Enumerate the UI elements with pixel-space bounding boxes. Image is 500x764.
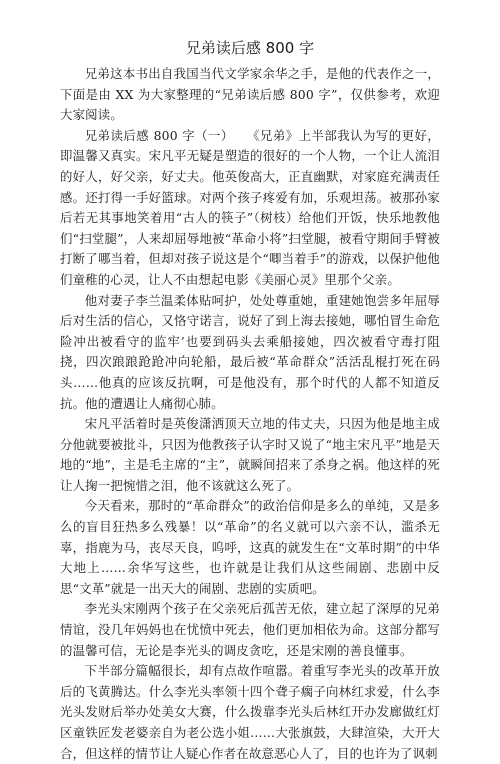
paragraph-4: 今天看来，那时的“革命群众”的政治信仰是多么的单纯，又是多么的盲目狂热多么残暴！以“革命”的名义就可以六亲不认，滥杀无辜，指鹿为马，丧尽天良，呜呼，这真的就发生在“文革时期”的中华大地上……余华写这些，也许就是让我们从这些闹剧、悲剧中反思“文革”就是一出天大的闹剧、悲剧的实质吧。 <box>60 498 440 596</box>
paragraph-3: 宋凡平活着时是英俊潇洒顶天立地的伟丈夫，只因为他是地主成分他就要被批斗，只因为他教孩子认字时又说了“地主宋凡平”地是天地的“地”，主是毛主席的“主”，就瞬间招来了杀身之祸。他这样的死让人掬一把惋惜之泪，他不该就这么死了。 <box>60 416 440 493</box>
paragraph-intro: 兄弟这本书出自我国当代文学家余华之手，是他的代表作之一，下面是由 XX 为大家整理的“兄弟读后感 800 字”，仅供参考，欢迎大家阅读。 <box>60 66 440 123</box>
paragraph-5: 李光头宋刚两个孩子在父亲死后孤苦无依，建立起了深厚的兄弟情谊，没几年妈妈也在忧愤中死去，他们更加相依为命。这部分都写的温馨可信，无论是李光头的调皮贪吃，还是宋刚的善良懂事。 <box>60 601 440 658</box>
document-title: 兄弟读后感 800 字 <box>185 39 315 57</box>
paragraph-6: 下半部分篇幅很长，却有点故作喧嚣。着重写李光头的改革开放后的飞黄腾达。什么李光头率领十四个聋子瘸子向林红求爱，什么李光头发财后举办处美女大赛，什么拨靠李光头后林红开办发廊做红灯区童铁匠发老婆亲自为老公选小姐……大张旗鼓，大肆渲染，大开大合，但这样的情节让人疑心作者在故意恶心人了，目的也许为了讽刺 <box>60 663 440 761</box>
paragraph-2: 他对妻子李兰温柔体贴呵护，处处尊重她，重建她饱尝多年屈辱后对生活的信心，又恪守诺言，说好了到上海去接她，哪怕冒生命危险冲出被看守的监牢’也要到码头去乘船接她，四次被看守毒打阻挠，四次踉踉跄跄冲向轮船，最后被“革命群众”活活乱棍打死在码头……他真的应该反抗啊，可是他没有，那个时代的人都不知道反抗。他的遭遇让人痛彻心肺。 <box>60 292 440 411</box>
paragraph-1: 兄弟读后感 800 字（一） 《兄弟》上半部我认为写的更好，即温馨又真实。宋凡平无疑是塑造的很好的一个人物，一个让人流泪的好人，好父亲，好丈夫。他英俊高大，正直幽默，对家庭充满责任感。还打得一手好篮球。对两个孩子疼爱有加，乐观坦荡。被那孙家后若无其事地笑着用“古人的筷子”（树枝）给他们开饭，快乐地教他们“扫堂腿”，人来却屈辱地被“革命小将”扫堂腿，被看守期间手臂被打断了哪当着，但却对孩子说这是个“唧当着手”的游戏，以保护他他们童稚的心灵，让人不由想起电影《美丽心灵》里那个父亲。 <box>60 127 440 287</box>
